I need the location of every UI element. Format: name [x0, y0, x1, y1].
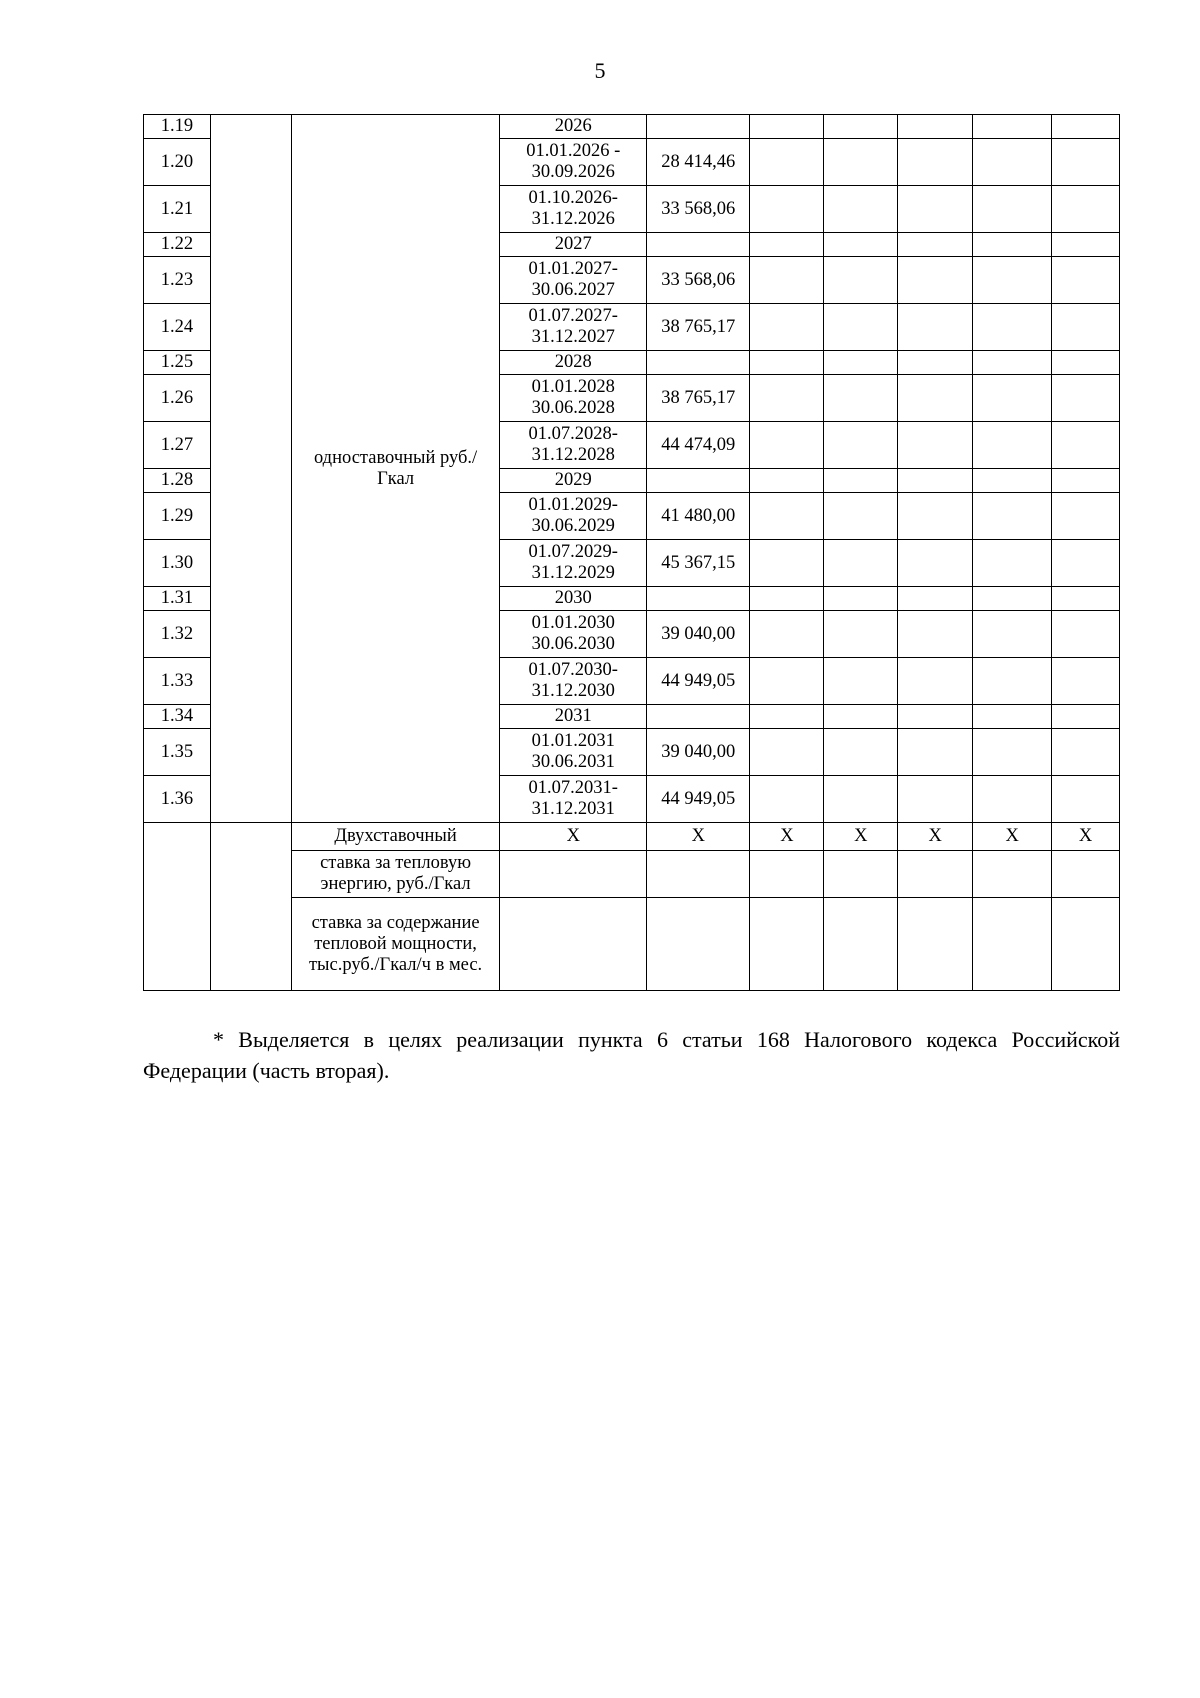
empty-cell — [647, 851, 750, 898]
empty-cell — [1052, 898, 1120, 991]
empty-cell — [750, 422, 824, 469]
period-cell: 01.07.2030- 31.12.2030 — [500, 658, 647, 705]
empty-cell — [1052, 776, 1120, 823]
empty-cell — [1052, 658, 1120, 705]
period-cell: 2027 — [500, 233, 647, 257]
row-number-cell: 1.28 — [144, 469, 211, 493]
period-cell: 01.10.2026- 31.12.2026 — [500, 186, 647, 233]
empty-cell — [973, 705, 1052, 729]
row-number-cell: 1.33 — [144, 658, 211, 705]
empty-cell — [824, 611, 898, 658]
empty-cell — [1052, 729, 1120, 776]
empty-cell — [898, 705, 973, 729]
period-cell: 2029 — [500, 469, 647, 493]
period-cell: 01.01.2028 30.06.2028 — [500, 375, 647, 422]
row-number-cell: 1.27 — [144, 422, 211, 469]
empty-cell — [1052, 233, 1120, 257]
tariff-table-body — [144, 115, 1120, 991]
empty-cell — [750, 375, 824, 422]
empty-cell — [973, 658, 1052, 705]
empty-cell — [824, 776, 898, 823]
empty-cell — [973, 304, 1052, 351]
empty-cell — [973, 898, 1052, 991]
row-number-cell: 1.23 — [144, 257, 211, 304]
empty-cell — [824, 540, 898, 587]
empty-cell — [973, 186, 1052, 233]
row-number-cell: 1.25 — [144, 351, 211, 375]
value-cell: 38 765,17 — [647, 304, 750, 351]
empty-cell — [1052, 587, 1120, 611]
period-cell: 01.01.2027- 30.06.2027 — [500, 257, 647, 304]
empty-cell — [973, 422, 1052, 469]
empty-cell — [824, 186, 898, 233]
empty-cell — [824, 422, 898, 469]
row-number-cell: 1.24 — [144, 304, 211, 351]
empty-cell — [824, 351, 898, 375]
empty-cell — [1052, 186, 1120, 233]
period-cell: 01.07.2029- 31.12.2029 — [500, 540, 647, 587]
footnote-line-1: * Выделяется в целях реализации пункта 6 статьи 168 Налогового кодекса Российской — [213, 1027, 1120, 1052]
empty-cell — [750, 776, 824, 823]
value-cell: 45 367,15 — [647, 540, 750, 587]
value-cell: 39 040,00 — [647, 729, 750, 776]
empty-cell — [647, 898, 750, 991]
empty-cell — [750, 898, 824, 991]
row-number-cell: 1.21 — [144, 186, 211, 233]
empty-cell — [898, 898, 973, 991]
value-cell — [647, 705, 750, 729]
empty-cell — [750, 115, 824, 139]
empty-cell — [898, 375, 973, 422]
empty-cell — [824, 729, 898, 776]
x-mark-cell: X — [973, 823, 1052, 851]
empty-cell — [750, 304, 824, 351]
empty-cell — [973, 776, 1052, 823]
value-cell: 44 474,09 — [647, 422, 750, 469]
empty-cell — [500, 898, 647, 991]
period-cell: 2030 — [500, 587, 647, 611]
value-cell: 38 765,17 — [647, 375, 750, 422]
empty-cell — [973, 375, 1052, 422]
value-cell: 44 949,05 — [647, 776, 750, 823]
table-row — [144, 115, 1120, 139]
empty-cell — [750, 851, 824, 898]
period-cell: 01.01.2029- 30.06.2029 — [500, 493, 647, 540]
value-cell: 28 414,46 — [647, 139, 750, 186]
empty-name-cell — [210, 823, 291, 991]
empty-cell — [898, 587, 973, 611]
empty-cell — [1052, 851, 1120, 898]
empty-number-cell — [144, 823, 211, 991]
empty-cell — [1052, 257, 1120, 304]
period-cell: 01.07.2027- 31.12.2027 — [500, 304, 647, 351]
empty-cell — [1052, 540, 1120, 587]
value-cell — [647, 233, 750, 257]
empty-cell — [898, 422, 973, 469]
x-mark-cell: X — [500, 823, 647, 851]
row-number-cell: 1.36 — [144, 776, 211, 823]
empty-cell — [824, 115, 898, 139]
empty-cell — [824, 375, 898, 422]
value-cell — [647, 351, 750, 375]
empty-cell — [898, 186, 973, 233]
empty-cell — [898, 611, 973, 658]
empty-cell — [973, 139, 1052, 186]
empty-cell — [1052, 139, 1120, 186]
empty-cell — [1052, 469, 1120, 493]
value-cell: 44 949,05 — [647, 658, 750, 705]
empty-cell — [824, 658, 898, 705]
row-number-cell: 1.22 — [144, 233, 211, 257]
row-number-cell: 1.26 — [144, 375, 211, 422]
footnote — [143, 1024, 1120, 1086]
value-cell — [647, 587, 750, 611]
empty-cell — [973, 729, 1052, 776]
empty-cell — [750, 139, 824, 186]
empty-cell — [1052, 611, 1120, 658]
empty-cell — [898, 729, 973, 776]
period-cell: 01.07.2028- 31.12.2028 — [500, 422, 647, 469]
empty-cell — [973, 115, 1052, 139]
empty-cell — [898, 851, 973, 898]
blank-name-cell — [210, 115, 291, 823]
empty-cell — [1052, 375, 1120, 422]
empty-cell — [1052, 351, 1120, 375]
value-cell — [647, 115, 750, 139]
empty-cell — [824, 139, 898, 186]
empty-cell — [898, 493, 973, 540]
row-number-cell: 1.31 — [144, 587, 211, 611]
empty-cell — [973, 233, 1052, 257]
footnote-line-2: Федерации (часть вторая). — [143, 1058, 390, 1083]
empty-cell — [1052, 493, 1120, 540]
empty-cell — [898, 658, 973, 705]
empty-cell — [973, 611, 1052, 658]
empty-cell — [824, 898, 898, 991]
empty-cell — [898, 540, 973, 587]
row-number-cell: 1.20 — [144, 139, 211, 186]
empty-cell — [750, 729, 824, 776]
empty-cell — [750, 469, 824, 493]
empty-cell — [824, 469, 898, 493]
empty-cell — [898, 351, 973, 375]
empty-cell — [1052, 422, 1120, 469]
empty-cell — [898, 304, 973, 351]
period-cell: 2031 — [500, 705, 647, 729]
empty-cell — [824, 587, 898, 611]
period-cell: 01.01.2030 30.06.2030 — [500, 611, 647, 658]
empty-cell — [973, 469, 1052, 493]
energy-rate-label-cell: ставка за тепловую энергию, руб./Гкал — [291, 851, 500, 898]
empty-cell — [750, 658, 824, 705]
x-mark-cell: X — [647, 823, 750, 851]
capacity-rate-label-cell: ставка за содержание тепловой мощности, тыс.руб./Гкал/ч в мес. — [291, 898, 500, 991]
tariff-table — [143, 114, 1120, 991]
page-number: 5 — [594, 58, 606, 83]
value-cell: 41 480,00 — [647, 493, 750, 540]
empty-cell — [824, 257, 898, 304]
row-number-cell: 1.32 — [144, 611, 211, 658]
empty-cell — [898, 139, 973, 186]
empty-cell — [898, 257, 973, 304]
table-row — [144, 823, 1120, 851]
empty-cell — [973, 257, 1052, 304]
empty-cell — [750, 493, 824, 540]
empty-cell — [750, 233, 824, 257]
row-number-cell: 1.29 — [144, 493, 211, 540]
x-mark-cell: X — [1052, 823, 1120, 851]
empty-cell — [898, 233, 973, 257]
empty-cell — [973, 493, 1052, 540]
empty-cell — [898, 776, 973, 823]
row-number-cell: 1.35 — [144, 729, 211, 776]
empty-cell — [824, 493, 898, 540]
empty-cell — [824, 304, 898, 351]
empty-cell — [1052, 705, 1120, 729]
empty-cell — [973, 540, 1052, 587]
row-number-cell: 1.19 — [144, 115, 211, 139]
empty-cell — [1052, 115, 1120, 139]
x-mark-cell: X — [824, 823, 898, 851]
x-mark-cell: X — [750, 823, 824, 851]
empty-cell — [824, 705, 898, 729]
period-cell: 01.01.2026 - 30.09.2026 — [500, 139, 647, 186]
period-cell: 2026 — [500, 115, 647, 139]
value-cell — [647, 469, 750, 493]
empty-cell — [750, 611, 824, 658]
value-cell: 33 568,06 — [647, 257, 750, 304]
period-cell: 2028 — [500, 351, 647, 375]
two-rate-label-cell: Двухставочный — [291, 823, 500, 851]
period-cell: 01.07.2031- 31.12.2031 — [500, 776, 647, 823]
empty-cell — [973, 587, 1052, 611]
x-mark-cell: X — [898, 823, 973, 851]
empty-cell — [750, 705, 824, 729]
period-cell: 01.01.2031 30.06.2031 — [500, 729, 647, 776]
empty-cell — [750, 257, 824, 304]
empty-cell — [1052, 304, 1120, 351]
empty-cell — [750, 351, 824, 375]
value-cell: 39 040,00 — [647, 611, 750, 658]
empty-cell — [750, 186, 824, 233]
row-number-cell: 1.30 — [144, 540, 211, 587]
empty-cell — [500, 851, 647, 898]
empty-cell — [750, 540, 824, 587]
empty-cell — [824, 851, 898, 898]
single-rate-label-cell: одноставочный руб./Гкал — [291, 115, 500, 823]
row-number-cell: 1.34 — [144, 705, 211, 729]
empty-cell — [898, 115, 973, 139]
empty-cell — [973, 351, 1052, 375]
value-cell: 33 568,06 — [647, 186, 750, 233]
empty-cell — [750, 587, 824, 611]
empty-cell — [898, 469, 973, 493]
empty-cell — [973, 851, 1052, 898]
empty-cell — [824, 233, 898, 257]
